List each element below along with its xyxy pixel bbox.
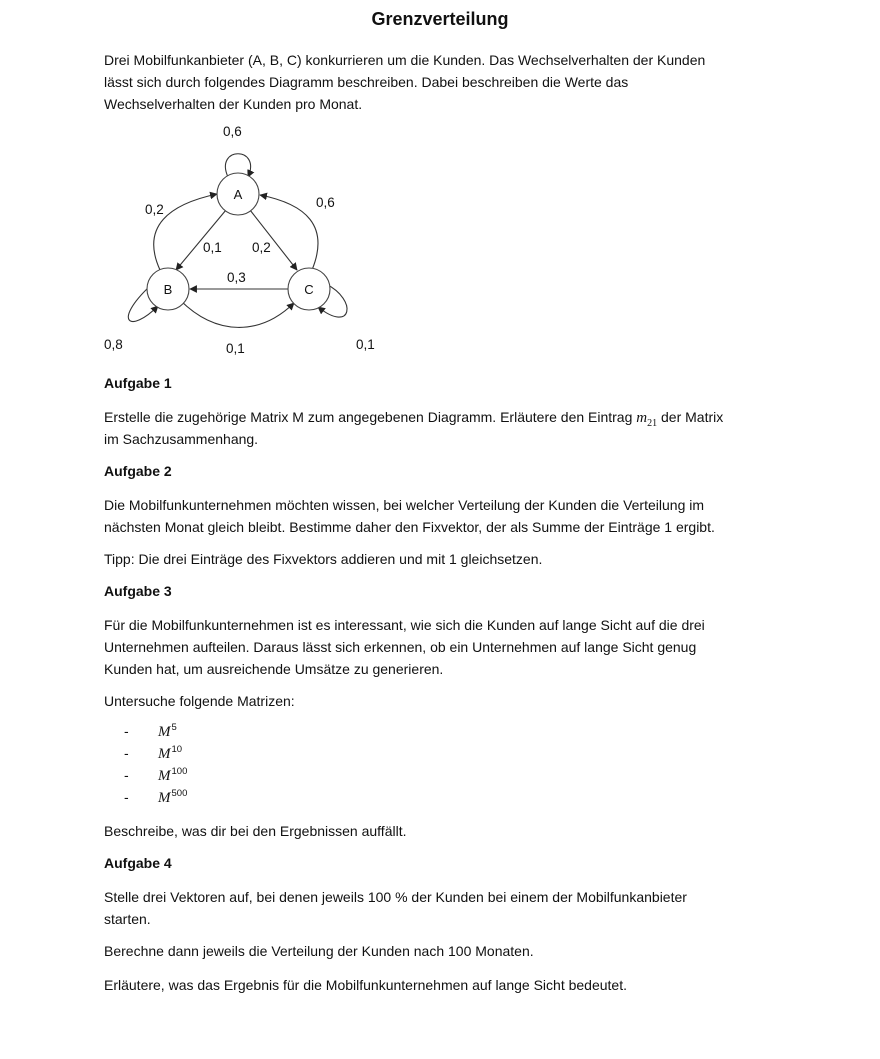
transition-diagram [0, 110, 420, 370]
matrix-power-item: - $M^5$ [124, 722, 177, 740]
task2-heading: Aufgabe 2 [104, 463, 172, 479]
intro-line: lässt sich durch folgendes Diagramm beschreiben. Dabei beschreiben die Werte das [104, 74, 629, 90]
label-a-to-b: 0,1 [203, 240, 222, 255]
task3-text-line: Kunden hat, um ausreichende Umsätze zu generieren. [104, 661, 444, 677]
matrix-power-item: - $M^{500}$ [124, 788, 188, 806]
matrix-entry-m21: $m_{21}$ [636, 410, 658, 429]
task3-instruction: Untersuche folgende Matrizen: [104, 693, 295, 709]
label-c-to-b: 0,3 [227, 270, 246, 285]
task4-explain: Erläutere, was das Ergebnis für die Mobilfunkunternehmen auf lange Sicht bedeutet. [104, 977, 627, 993]
task3-heading: Aufgabe 3 [104, 583, 172, 599]
label-c-to-a: 0,6 [316, 195, 335, 210]
task3-text-line: Unternehmen aufteilen. Daraus lässt sich erkennen, ob ein Unternehmen auf lange Sicht genug [104, 639, 697, 655]
arrow-c-to-a [260, 195, 318, 270]
task2-tip: Tipp: Die drei Einträge des Fixvektors addieren und mit 1 gleichsetzen. [104, 551, 543, 567]
node-b-label: B [163, 282, 173, 297]
task4-text-line: Stelle drei Vektoren auf, bei denen jeweils 100 % der Kunden bei einem der Mobilfunkanbieter [104, 889, 687, 905]
arrow-b-to-c [180, 300, 294, 327]
task4-heading: Aufgabe 4 [104, 855, 172, 871]
task3-closing: Beschreibe, was dir bei den Ergebnissen auffällt. [104, 823, 407, 839]
intro-line: Wechselverhalten der Kunden pro Monat. [104, 96, 363, 112]
matrix-power-item: - $M^{10}$ [124, 744, 183, 762]
task1-text-after: der Matrix [661, 409, 724, 425]
label-c-self: 0,1 [356, 337, 375, 352]
node-c-label: C [304, 282, 314, 297]
label-a-to-c: 0,2 [252, 240, 271, 255]
task1-text-line2: im Sachzusammenhang. [104, 431, 259, 447]
task2-text-line: Die Mobilfunkunternehmen möchten wissen, bei welcher Verteilung der Kunden die Verteilung im [104, 497, 705, 513]
task1-text-before: Erstelle die zugehörige Matrix M zum angegebenen Diagramm. Erläutere den Eintrag [104, 409, 633, 425]
task4-text-line: starten. [104, 911, 151, 927]
intro-paragraph [104, 49, 784, 115]
intro-line: Drei Mobilfunkanbieter (A, B, C) konkurrieren um die Kunden. Das Wechselverhalten der Kunden [104, 52, 706, 68]
label-b-self: 0,8 [104, 337, 123, 352]
task3-text-line: Für die Mobilfunkunternehmen ist es interessant, wie sich die Kunden auf lange Sicht auf die drei [104, 617, 705, 633]
label-b-to-c: 0,1 [226, 341, 245, 356]
page-title: Grenzverteilung [371, 9, 509, 29]
task1-heading: Aufgabe 1 [104, 375, 172, 391]
task2-text-line: nächsten Monat gleich bleibt. Bestimme daher den Fixvektor, der als Summe der Einträge 1 ergibt. [104, 519, 715, 535]
label-b-to-a: 0,2 [145, 202, 164, 217]
task4-compute: Berechne dann jeweils die Verteilung der Kunden nach 100 Monaten. [104, 943, 534, 959]
node-a-label: A [233, 187, 243, 202]
label-a-self: 0,6 [223, 124, 242, 139]
matrix-power-item: - $M^{100}$ [124, 766, 188, 784]
